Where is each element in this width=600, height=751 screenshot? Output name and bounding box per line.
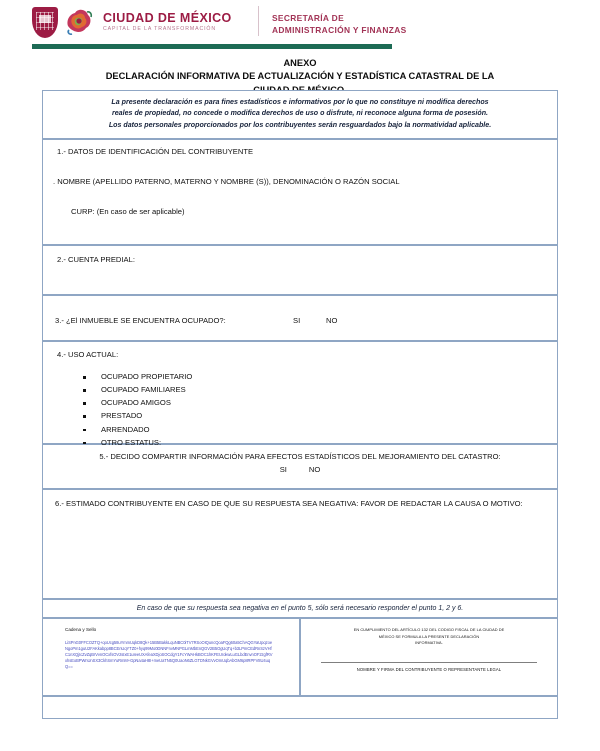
section-2-heading: 2.- CUENTA PREDIAL: bbox=[57, 255, 135, 265]
list-item[interactable]: PRESTADO bbox=[83, 411, 557, 422]
shield-castle bbox=[39, 15, 51, 23]
footnote-row: En caso de que su respuesta sea negativa en el punto 5, sólo será necesario responder el punto 1, 2 y 6. bbox=[43, 600, 557, 619]
section-5-heading-line-2: CATASTRO: bbox=[458, 452, 501, 462]
form-table bbox=[42, 90, 558, 719]
page-header bbox=[0, 0, 600, 52]
secretaria-block bbox=[272, 12, 407, 36]
notice-line-2: reales de propiedad, no concede o modifica derechos de uso o disfrute, ni reconoce alguna forma de posesión. bbox=[111, 109, 489, 118]
cadena-sello-label: Cadena y Sello bbox=[65, 627, 97, 633]
legal-line-1: EN CUMPLIMIENTO DEL ARTÍCULO 132 DEL CODIGO FISCAL DE LA CIUDAD DE bbox=[353, 627, 505, 633]
header-green-rule bbox=[32, 44, 392, 49]
share-no-option[interactable]: NO bbox=[308, 465, 321, 475]
section-1-heading: 1.- DATOS DE IDENTIFICACIÓN DEL CONTRIBUYENTE bbox=[57, 147, 254, 157]
notice-line-1: La presente declaración es para fines estadísticos e informativos por lo que no constituye ni modifica derechos bbox=[111, 98, 489, 106]
list-item[interactable]: OTRO ESTATUS: bbox=[83, 438, 557, 449]
section-4-heading: 4.- USO ACTUAL: bbox=[57, 350, 119, 360]
section-1-taxpayer-identification bbox=[43, 140, 557, 246]
current-use-option-list bbox=[57, 372, 557, 448]
legal-statement-cell bbox=[301, 619, 557, 695]
cdmx-colorful-emblem-icon bbox=[64, 6, 94, 38]
cadena-sello-value: LiSPnG0FFCOZTQ+qoUcg58uYmmUqkD8Qk+15B5BakkLquNBC0iTV7RSoOIQuncQoaFQg60a5ChAQGYaUpqzoeNgoPm1guU2FAKkabpp8BCEnUqYTZ0+hyq99Mo0DNNFnvMNPGLmMbEnQGV2B5OgUqTq+b3LPmCEdRnSzVHfC1nXQjIcZvZqBrVvnOCxfsOV2sIxE1uIeeUXAfeaXDjoSOCdgY1FcYWAHkBOC1hKFEUrokwLuGLbdEnvnOF2zgfRVxhsEoBPWnUnSX3CkhSmYuRmM+GpNa4aH8I+meUaTN5Q0UaoN6ZLGTDNkGVvOmUqbAbGM6p8RPFV8U4uqQ== bbox=[65, 640, 273, 670]
section-6-reason-text-area[interactable] bbox=[43, 490, 557, 600]
title-line-1: ANEXO bbox=[283, 58, 317, 68]
occupancy-no-option[interactable]: NO bbox=[326, 316, 338, 326]
secretaria-line-2: ADMINISTRACIÓN Y FINANZAS bbox=[272, 25, 407, 36]
wordmark bbox=[103, 12, 232, 32]
section-6-heading: 6.- ESTIMADO CONTRIBUYENTE EN CASO DE QUE SU RESPUESTA SEA NEGATIVA: FAVOR DE REDACTAR LA CAUSA O MOTIVO: bbox=[55, 499, 523, 509]
section-5-share-information bbox=[43, 445, 557, 490]
signature-row bbox=[43, 619, 557, 697]
section-3-occupancy-question bbox=[43, 296, 557, 342]
list-item[interactable]: OCUPADO FAMILIARES bbox=[83, 385, 557, 396]
occupancy-yes-option[interactable]: SI bbox=[293, 316, 301, 326]
signature-line bbox=[321, 662, 537, 663]
cdmx-coat-of-arms-shield-icon bbox=[32, 7, 58, 38]
legal-notice-row bbox=[43, 91, 557, 140]
title-line-2: DECLARACIÓN INFORMATIVA DE ACTUALIZACIÓN Y ESTADÍSTICA CATASTRAL DE LA bbox=[105, 71, 495, 82]
brand-lockup bbox=[32, 6, 232, 38]
header-divider bbox=[258, 6, 259, 36]
signature-caption: NOMBRE Y FIRMA DEL CONTRIBUYENTE O REPRESENTANTE LEGAL bbox=[356, 666, 502, 672]
legal-statement bbox=[323, 627, 535, 646]
list-item[interactable]: OCUPADO PROPIETARIO bbox=[83, 372, 557, 383]
section-4-current-use bbox=[43, 342, 557, 445]
name-field-label[interactable]: . NOMBRE (APELLIDO PATERNO, MATERNO Y NOMBRE (S)), DENOMINACIÓN O RAZÓN SOCIAL bbox=[53, 177, 400, 187]
curp-field-label[interactable]: CURP: (En caso de ser aplicable) bbox=[71, 206, 185, 216]
legal-line-3: INFORMATIVA. bbox=[415, 639, 443, 645]
section-5-yes-no bbox=[59, 465, 541, 476]
section-2-cuenta-predial[interactable] bbox=[43, 246, 557, 296]
section-5-heading bbox=[59, 451, 541, 462]
wordmark-tagline: CAPITAL DE LA TRANSFORMACIÓN bbox=[103, 25, 217, 32]
legal-line-2: MÉXICO SE FORMULA LA PRESENTE DECLARACIÓN bbox=[378, 633, 480, 639]
occupancy-question-label: 3.- ¿El INMUEBLE SE ENCUENTRA OCUPADO?: bbox=[55, 316, 226, 326]
list-item[interactable]: ARRENDADO bbox=[83, 425, 557, 436]
share-yes-option[interactable]: SI bbox=[279, 465, 287, 475]
cadena-sello-cell bbox=[43, 619, 301, 695]
secretaria-line-1: SECRETARÍA DE bbox=[272, 13, 345, 23]
blank-bottom-row bbox=[43, 697, 557, 718]
section-5-heading-line-1: 5.- DECIDO COMPARTIR INFORMACIÓN PARA EFECTOS ESTADÍSTICOS DEL MEJORAMIENTO DEL bbox=[99, 452, 457, 462]
notice-line-3: Los datos personales proporcionados por los contribuyentes serán resguardados bajo la normatividad aplicable. bbox=[108, 120, 492, 129]
wordmark-title: CIUDAD DE MÉXICO bbox=[103, 11, 232, 26]
list-item[interactable]: OCUPADO AMIGOS bbox=[83, 398, 557, 409]
